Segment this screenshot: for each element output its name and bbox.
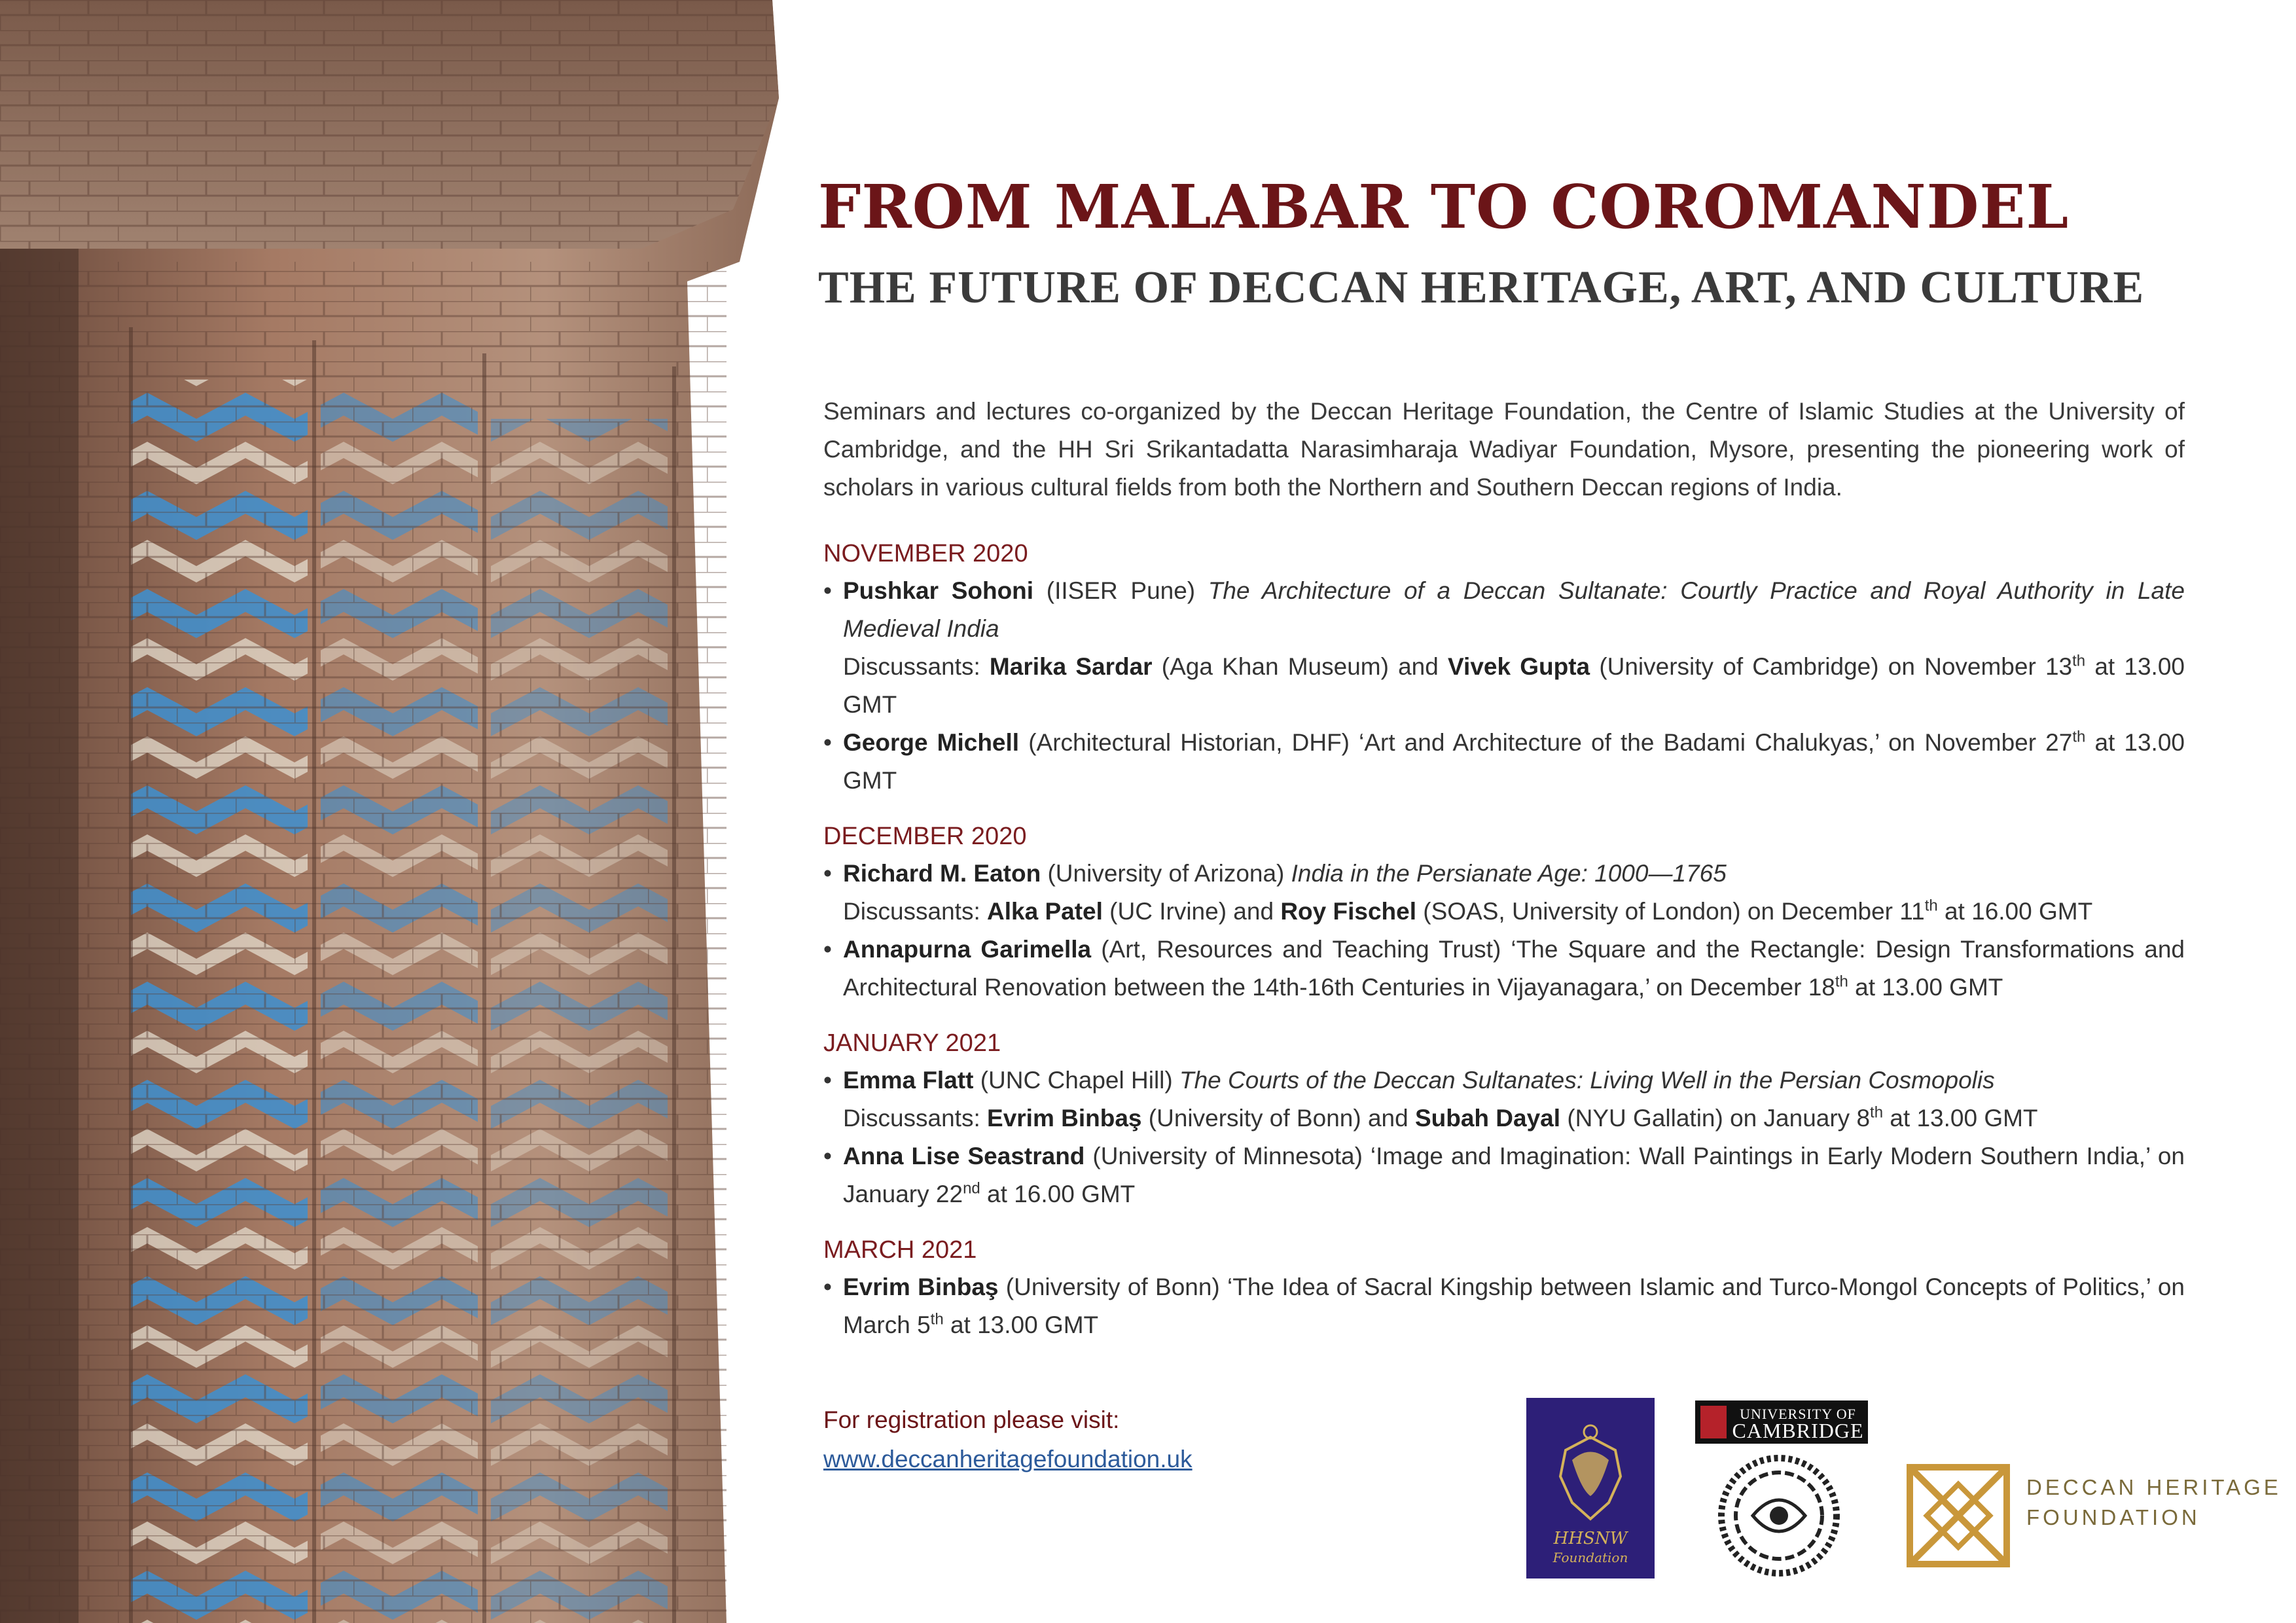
calligraphy-roundel-icon (1713, 1452, 1844, 1580)
speaker-name: Pushkar Sohoni (843, 577, 1034, 604)
cambridge-logo-line2: CAMBRIDGE (1732, 1419, 1864, 1442)
schedule (823, 535, 2185, 1363)
page-subtitle: THE FUTURE OF DECCAN HERITAGE, ART, AND CULTURE (818, 262, 2145, 313)
cambridge-logo (1695, 1400, 1868, 1444)
lecture-details: (University of Bonn) ‘The Idea of Sacral Kingship between Islamic and Turco-Mongol Concepts of Politics,’ on March 5 (843, 1274, 2185, 1338)
lecture-entry: • George Michell (Architectural Historian, DHF) ‘Art and Architecture of the Badami Chalukyas,’ on November 27th at 13.00 GMT (823, 724, 2185, 800)
dhf-logo-line1: DECCAN HERITAGE (2026, 1475, 2282, 1499)
discussants: Discussants: Marika Sardar (Aga Khan Museum) and Vivek Gupta (University of Cambridge) on November 13th at 13.00 GMT (843, 652, 2185, 718)
page-title: FROM MALABAR TO COROMANDEL (818, 171, 2070, 242)
registration-link[interactable]: www.deccanheritagefoundation.uk (823, 1446, 1193, 1472)
bullet: • (823, 1274, 832, 1300)
bullet: • (823, 936, 832, 963)
intro-paragraph: Seminars and lectures co-organized by the Deccan Heritage Foundation, the Centre of Islamic Studies at the University of Cambridge, and the HH Sri Srikantadatta Narasimharaja Wadiyar Foundation, Mysore, presenting the pioneering work of scholars in various cultural fields from both the Northern and Southern Deccan regions of India. (823, 398, 2185, 501)
bullet: • (823, 729, 832, 756)
lecture-entry: • Annapurna Garimella (Art, Resources and Teaching Trust) ‘The Square and the Rectangle: Design Transformations and Architectural Renovation between the 14th-16th Centuries in Vijayanagara,’ on December 18th at 13.00 GMT (823, 931, 2185, 1007)
lecture-entry (823, 572, 2185, 724)
section-march-2021 (823, 1232, 2185, 1344)
registration-label: For registration please visit: (823, 1406, 1120, 1433)
cambridge-logo-line1: UNIVERSITY OF (1740, 1406, 1856, 1422)
dhf-emblem-icon (1905, 1462, 2012, 1569)
section-december-2020 (823, 818, 2185, 1007)
bullet: • (823, 1143, 832, 1169)
lecture-entry: • Anna Lise Seastrand (University of Minnesota) ‘Image and Imagination: Wall Paintings in Early Modern Southern India,’ on January 22nd at 16.00 GMT (823, 1137, 2185, 1213)
bullet: • (823, 1067, 832, 1094)
lecture-details: (Architectural Historian, DHF) ‘Art and Architecture of the Badami Chalukyas,’ on November 27 (1019, 729, 2073, 756)
dhf-logo-text (2026, 1472, 2282, 1533)
registration (823, 1400, 1193, 1479)
lecture-entry: • Evrim Binbaş (University of Bonn) ‘The Idea of Sacral Kingship between Islamic and Turco-Mongol Concepts of Politics,’ on March 5th at 13.00 GMT (823, 1268, 2185, 1344)
lecture-details: (Art, Resources and Teaching Trust) ‘The Square and the Rectangle: Design Transformations and Architectural Renovation between the 14th-16th Centuries in Vijayanagara,’ on December 18 (843, 936, 2185, 1001)
lecture-title: The Architecture of a Deccan Sultanate: Courtly Practice and Royal Authority in Late Medieval India (843, 577, 2185, 642)
section-january-2021 (823, 1025, 2185, 1213)
cambridge-shield-icon (1700, 1406, 1727, 1438)
speaker-name: Annapurna Garimella (843, 936, 1092, 963)
dhf-logo-line2: FOUNDATION (2026, 1505, 2200, 1529)
hhsnw-foundation-logo (1526, 1398, 1655, 1578)
hhsnw-logo-text: HHSNW (1553, 1529, 1628, 1548)
speaker-affiliation: (University of Arizona) (1041, 860, 1291, 887)
hhsnw-logo-subtext: Foundation (1552, 1550, 1628, 1565)
speaker-affiliation: (UNC Chapel Hill) (973, 1067, 1179, 1094)
section-november-2020 (823, 535, 2185, 800)
lecture-entry (823, 1061, 2185, 1137)
month-heading: NOVEMBER 2020 (823, 540, 1028, 567)
speaker-name: George Michell (843, 729, 1020, 756)
speaker-name: Anna Lise Seastrand (843, 1143, 1085, 1169)
lecture-title: The Courts of the Deccan Sultanates: Living Well in the Persian Cosmopolis (1179, 1067, 1995, 1094)
month-heading: MARCH 2021 (823, 1236, 977, 1264)
lecture-entry (823, 855, 2185, 931)
discussants: Discussants: Evrim Binbaş (University of Bonn) and Subah Dayal (NYU Gallatin) on January 8th at 13.00 GMT (843, 1103, 2038, 1132)
month-heading: JANUARY 2021 (823, 1029, 1001, 1057)
month-heading: DECEMBER 2020 (823, 823, 1027, 850)
discussants: Discussants: Alka Patel (UC Irvine) and Roy Fischel (SOAS, University of London) on December 11th at 16.00 GMT (843, 897, 2093, 925)
bullet: • (823, 860, 832, 887)
bullet: • (823, 577, 832, 604)
speaker-name: Richard M. Eaton (843, 860, 1041, 887)
minaret-photo (0, 0, 838, 1623)
lecture-details: (University of Minnesota) ‘Image and Imagination: Wall Paintings in Early Modern Southern India,’ on January 22 (843, 1143, 2185, 1207)
speaker-name: Evrim Binbaş (843, 1274, 999, 1300)
lecture-title: India in the Persianate Age: 1000—1765 (1291, 860, 1727, 887)
speaker-affiliation: (IISER Pune) (1033, 577, 1208, 604)
speaker-name: Emma Flatt (843, 1067, 974, 1094)
